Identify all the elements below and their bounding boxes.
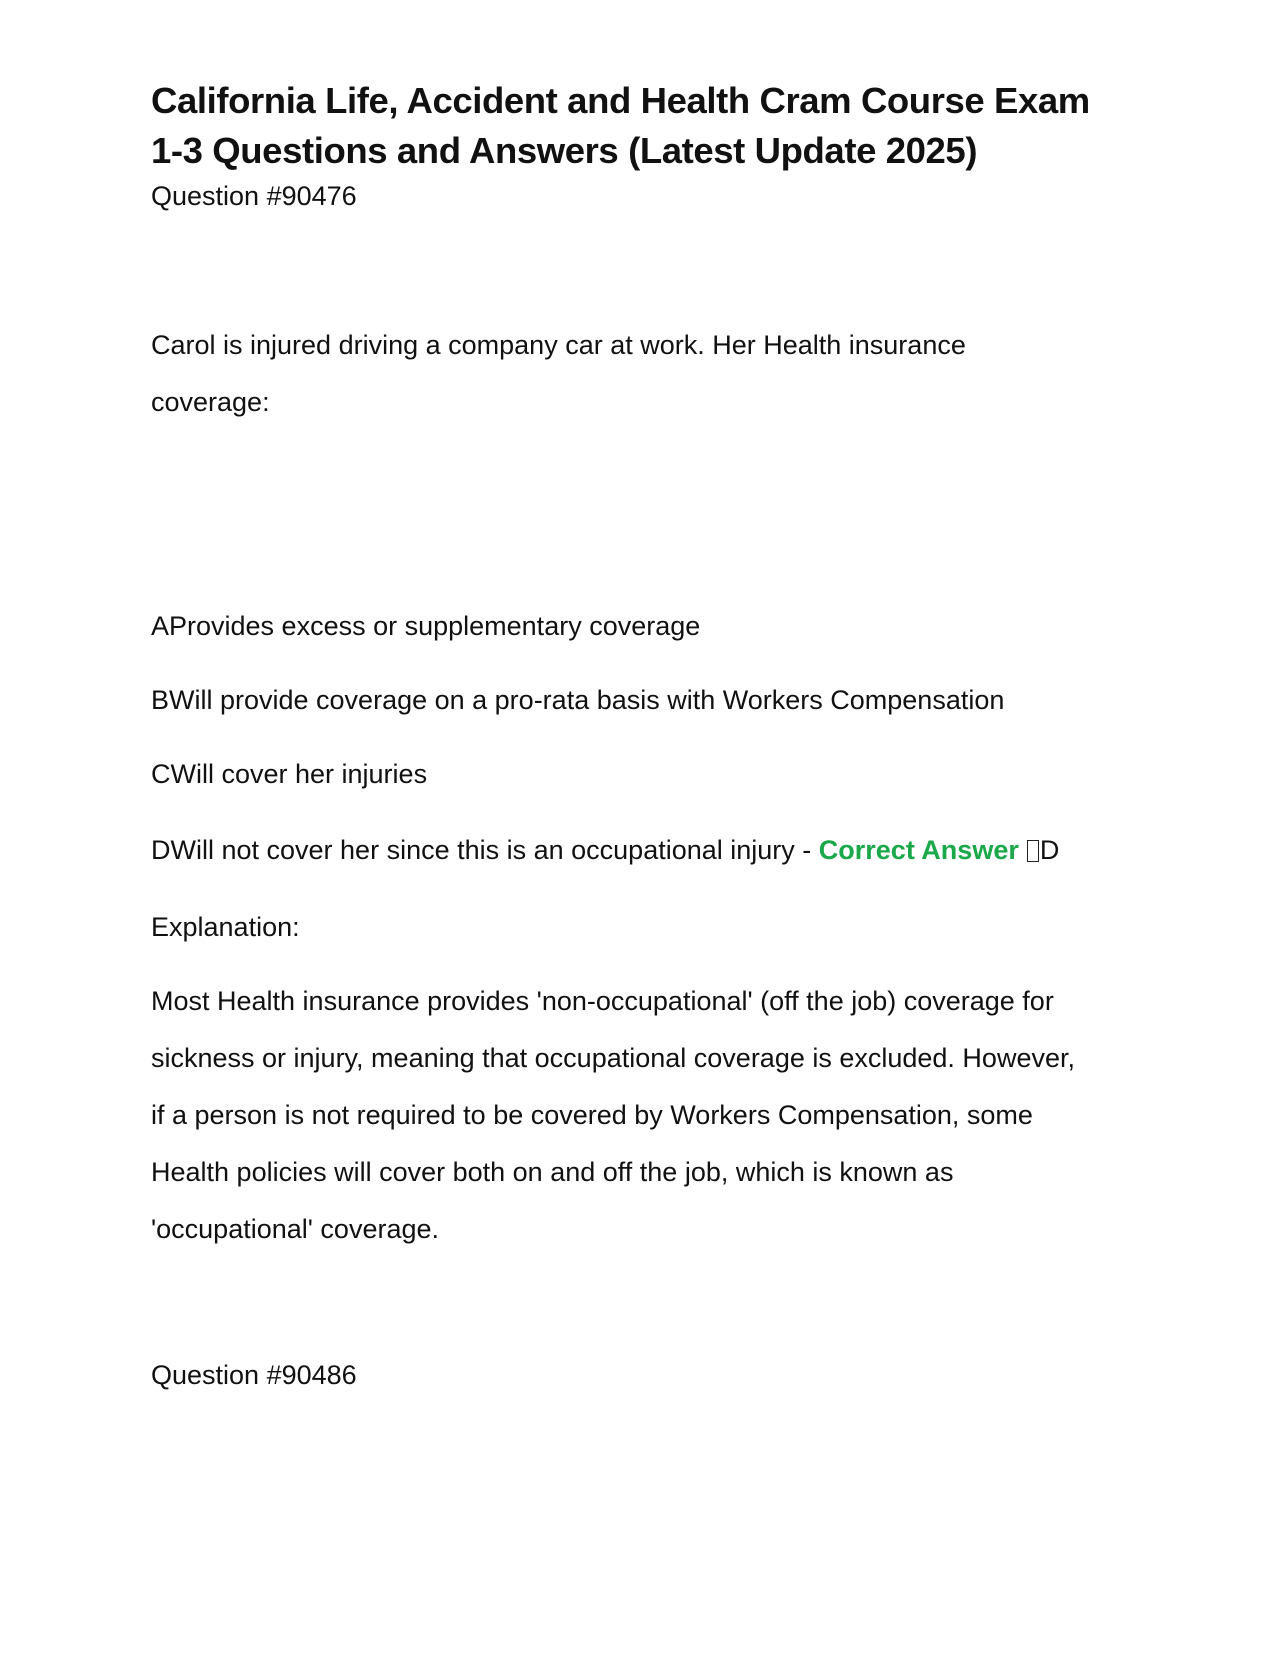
question-stem-line-1: Carol is injured driving a company car at work. Her Health insurance xyxy=(151,330,966,360)
question-stem-line-2: coverage: xyxy=(151,387,270,417)
option-a: AProvides excess or supplementary coverage xyxy=(151,611,701,641)
explanation-line-1: Most Health insurance provides 'non-occupational' (off the job) coverage for xyxy=(151,986,1054,1016)
question-number-label: Question #90476 xyxy=(151,181,357,211)
explanation-line-4: Health policies will cover both on and off the job, which is known as xyxy=(151,1157,954,1187)
explanation-label: Explanation: xyxy=(151,912,300,942)
correct-answer-value: D xyxy=(1039,835,1060,865)
option-d: DWill not cover her since this is an occupational injury - xyxy=(151,835,819,865)
option-b: BWill provide coverage on a pro-rata basis with Workers Compensation xyxy=(151,685,1005,715)
option-c: CWill cover her injuries xyxy=(151,759,428,789)
document-title-line-1: California Life, Accident and Health Cram Course Exam xyxy=(151,80,1090,121)
missing-glyph-icon xyxy=(1027,840,1039,862)
explanation-line-2: sickness or injury, meaning that occupational coverage is excluded. However, xyxy=(151,1043,1075,1073)
explanation-line-5: 'occupational' coverage. xyxy=(151,1214,439,1244)
correct-answer-label: Correct Answer xyxy=(818,835,1019,865)
document-title-line-2: 1-3 Questions and Answers (Latest Update 2025) xyxy=(151,130,978,171)
explanation-line-3: if a person is not required to be covered by Workers Compensation, some xyxy=(151,1100,1033,1130)
next-question-number-label: Question #90486 xyxy=(151,1360,357,1390)
option-d-row xyxy=(151,832,1059,868)
